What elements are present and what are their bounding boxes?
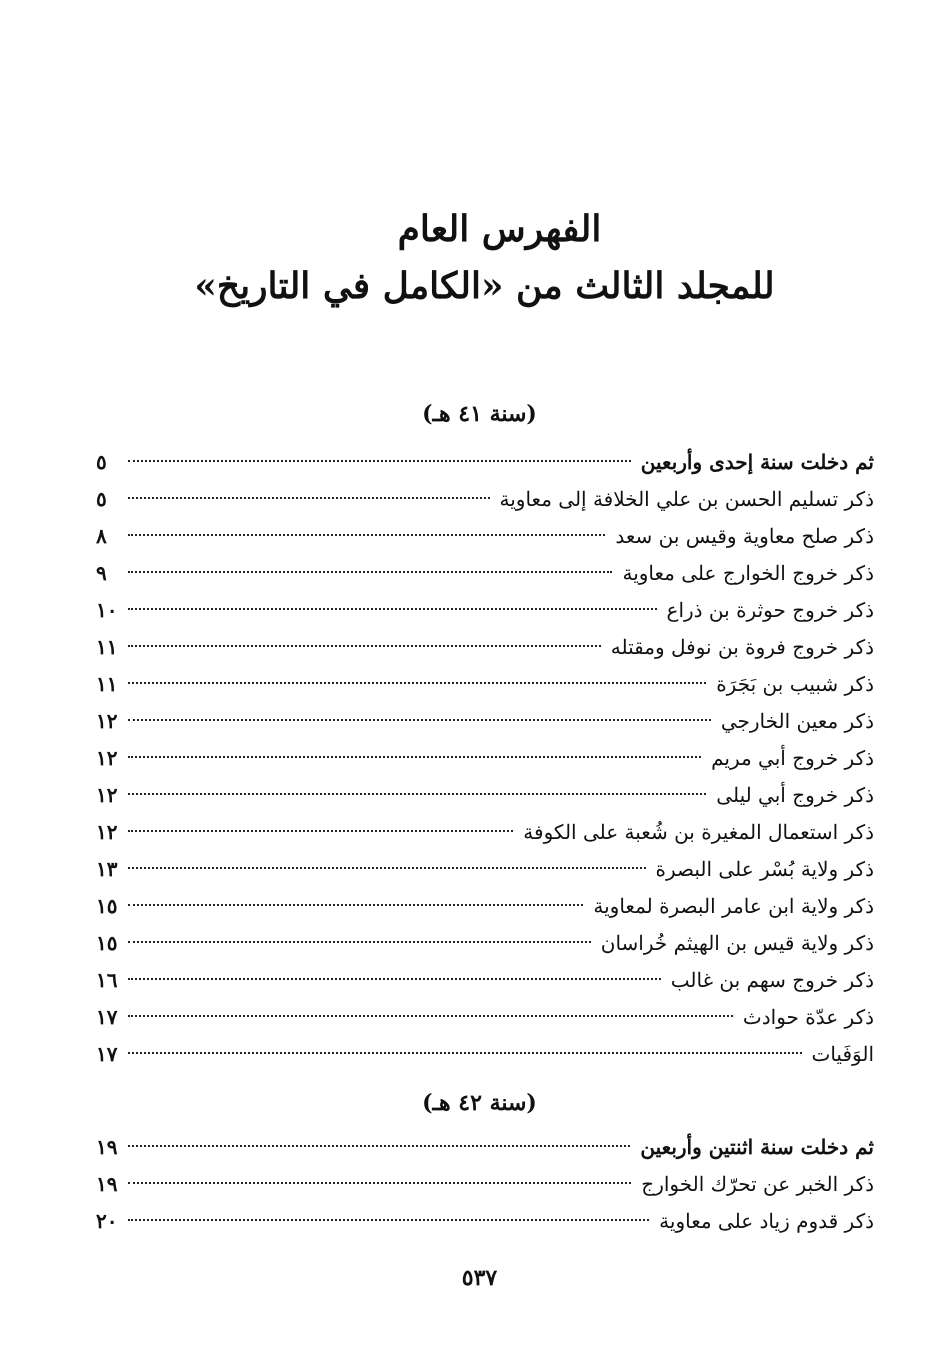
dot-leader [128, 719, 711, 721]
toc-list-year-42 [96, 1129, 874, 1240]
toc-entry-label: ذكر ولاية قيس بن الهيثم خُراسان [600, 931, 874, 955]
dot-leader [128, 1219, 649, 1221]
dot-leader [128, 460, 631, 462]
toc-entry [96, 555, 874, 592]
toc-entry-page-number: ١٢ [96, 820, 118, 844]
toc-entry-page-number: ١٦ [96, 968, 118, 992]
toc-entry-label: ذكر الخبر عن تحرّك الخوارج [641, 1172, 874, 1196]
dot-leader [128, 1052, 802, 1054]
toc-entry-label: ذكر قدوم زياد على معاوية [659, 1209, 874, 1233]
toc-entry [96, 740, 874, 777]
dot-leader [128, 756, 701, 758]
toc-entry-page-number: ١٢ [96, 783, 118, 807]
toc-entry-label: ذكر صلح معاوية وقيس بن سعد [615, 524, 874, 548]
toc-entry-label: ذكر معين الخارجي [720, 709, 874, 733]
page-subtitle: للمجلد الثالث من «الكامل في التاريخ» [194, 265, 775, 307]
dot-leader [128, 978, 661, 980]
dot-leader [128, 904, 583, 906]
dot-leader [128, 1182, 631, 1184]
toc-entry-page-number: ١٢ [96, 709, 118, 733]
toc-entry-page-number: ١١ [96, 635, 118, 659]
toc-entry-label: ذكر شبيب بن بَجَرَة [716, 672, 874, 696]
toc-entry [96, 1036, 874, 1073]
toc-entry [96, 851, 874, 888]
toc-entry-page-number: ١٧ [96, 1005, 118, 1029]
page-number: ٥٣٧ [461, 1265, 498, 1291]
toc-entry [96, 1203, 874, 1240]
toc-entry [96, 481, 874, 518]
section-heading-year-41: (سنة ٤١ هـ) [422, 401, 537, 427]
toc-entry-page-number: ٨ [96, 524, 107, 548]
dot-leader [128, 645, 601, 647]
dot-leader [128, 682, 706, 684]
toc-entry [96, 703, 874, 740]
toc-entry [96, 925, 874, 962]
toc-entry-label: ذكر تسليم الحسن بن علي الخلافة إلى معاوية [499, 487, 874, 511]
toc-entry [96, 1166, 874, 1203]
toc-entry-page-number: ١٧ [96, 1042, 118, 1066]
toc-entry-page-number: ١٥ [96, 894, 118, 918]
toc-entry-page-number: ٥ [96, 487, 107, 511]
toc-entry [96, 518, 874, 555]
toc-list-year-41 [96, 444, 874, 1073]
toc-entry-label: ذكر خروج حوثرة بن ذراع [666, 598, 874, 622]
dot-leader [128, 793, 706, 795]
toc-entry-page-number: ٩ [96, 561, 107, 585]
toc-entry-page-number: ١١ [96, 672, 118, 696]
toc-entry-page-number: ١٩ [96, 1135, 118, 1159]
toc-entry-label: ذكر خروج أبي ليلى [716, 783, 874, 807]
toc-entry [96, 962, 874, 999]
toc-entry-label: ذكر ولاية بُسْر على البصرة [655, 857, 874, 881]
toc-entry-page-number: ٥ [96, 450, 107, 474]
toc-entry-label: ذكر استعمال المغيرة بن شُعبة على الكوفة [523, 820, 874, 844]
toc-entry [96, 666, 874, 703]
toc-entry-label: ذكر خروج أبي مريم [711, 746, 874, 770]
toc-entry-label: ذكر خروج الخوارج على معاوية [622, 561, 874, 585]
dot-leader [128, 1145, 630, 1147]
toc-entry-page-number: ١٥ [96, 931, 118, 955]
toc-entry-page-number: ١٩ [96, 1172, 118, 1196]
section-heading-year-42: (سنة ٤٢ هـ) [422, 1090, 537, 1116]
dot-leader [128, 534, 605, 536]
toc-entry-label: ثم دخلت سنة إحدى وأربعين [640, 450, 874, 474]
toc-entry-page-number: ١٣ [96, 857, 118, 881]
dot-leader [128, 941, 591, 943]
toc-entry-label: ثم دخلت سنة اثنتين وأربعين [640, 1135, 874, 1159]
dot-leader [128, 571, 612, 573]
dot-leader [128, 1015, 733, 1017]
toc-entry [96, 777, 874, 814]
page-title: الفهرس العام [397, 208, 602, 250]
toc-entry-label: ذكر خروج فروة بن نوفل ومقتله [610, 635, 874, 659]
dot-leader [128, 830, 513, 832]
dot-leader [128, 867, 646, 869]
toc-entry-label: ذكر خروج سهم بن غالب [670, 968, 874, 992]
toc-entry [96, 888, 874, 925]
toc-entry [96, 444, 874, 481]
toc-entry [96, 1129, 874, 1166]
dot-leader [128, 608, 657, 610]
toc-entry [96, 814, 874, 851]
toc-entry-page-number: ٢٠ [96, 1209, 118, 1233]
toc-entry [96, 629, 874, 666]
toc-entry-page-number: ١٢ [96, 746, 118, 770]
toc-entry-label: ذكر ولاية ابن عامر البصرة لمعاوية [593, 894, 874, 918]
toc-entry [96, 592, 874, 629]
toc-entry-label: الوَفَيات [811, 1042, 874, 1066]
toc-entry-page-number: ١٠ [96, 598, 118, 622]
dot-leader [128, 497, 490, 499]
toc-entry-label: ذكر عدّة حوادث [742, 1005, 874, 1029]
toc-entry [96, 999, 874, 1036]
